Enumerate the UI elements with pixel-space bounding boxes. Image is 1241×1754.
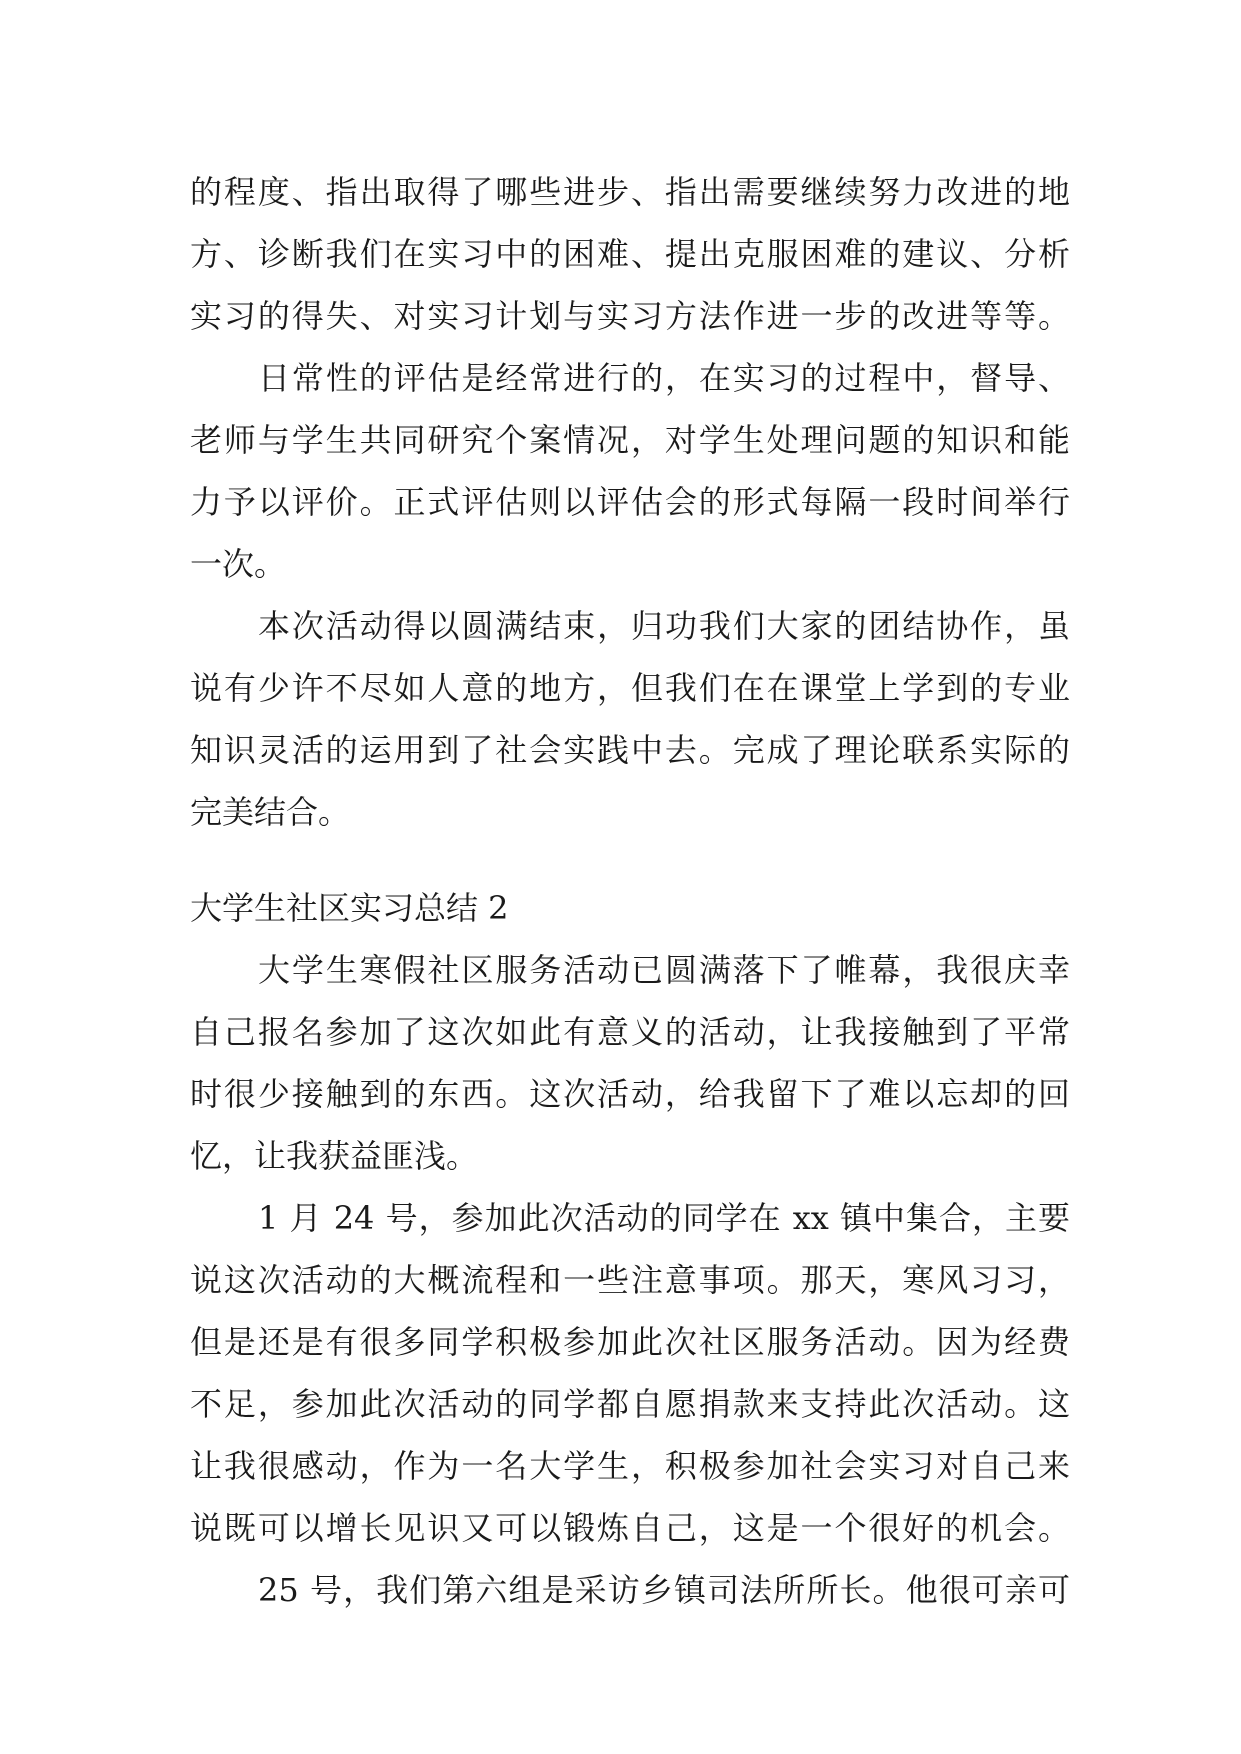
text-line: 说既可以增长见识又可以锻炼自己，这是一个很好的机会。	[190, 1509, 1070, 1548]
section-heading: 大学生社区实习总结 2	[190, 889, 509, 928]
paragraph-first-line: 本次活动得以圆满结束，归功我们大家的团结协作，虽	[258, 607, 1070, 645]
text-line: 时很少接触到的东西。这次活动，给我留下了难以忘却的回	[190, 1075, 1070, 1114]
text-line: 但是还是有很多同学积极参加此次社区服务活动。因为经费	[190, 1323, 1070, 1362]
text-line: 自己报名参加了这次如此有意义的活动，让我接触到了平常	[190, 1013, 1070, 1052]
text-line: 让我很感动，作为一名大学生，积极参加社会实习对自己来	[190, 1447, 1070, 1486]
text-line: 不足，参加此次活动的同学都自愿捐款来支持此次活动。这	[190, 1385, 1070, 1424]
text-line: 老师与学生共同研究个案情况，对学生处理问题的知识和能	[190, 421, 1070, 459]
paragraph-first-line: 1 月 24 号，参加此次活动的同学在 xx 镇中集合，主要	[258, 1199, 1070, 1238]
paragraph-first-line: 25 号，我们第六组是采访乡镇司法所所长。他很可亲可	[258, 1571, 1070, 1610]
text-line: 忆，让我获益匪浅。	[190, 1137, 479, 1176]
text-line: 的程度、指出取得了哪些进步、指出需要继续努力改进的地	[190, 173, 1070, 211]
text-line: 一次。	[190, 545, 287, 583]
text-line: 实习的得失、对实习计划与实习方法作进一步的改进等等。	[190, 297, 1070, 335]
text-line: 说这次活动的大概流程和一些注意事项。那天，寒风习习，	[190, 1261, 1070, 1300]
text-line: 方、诊断我们在实习中的困难、提出克服困难的建议、分析	[190, 235, 1070, 273]
text-line: 力予以评价。正式评估则以评估会的形式每隔一段时间举行	[190, 483, 1070, 521]
text-line: 说有少许不尽如人意的地方，但我们在在课堂上学到的专业	[190, 669, 1070, 707]
text-line: 完美结合。	[190, 793, 351, 831]
text-line: 知识灵活的运用到了社会实践中去。完成了理论联系实际的	[190, 731, 1070, 769]
paragraph-first-line: 日常性的评估是经常进行的，在实习的过程中，督导、	[258, 359, 1070, 397]
paragraph-first-line: 大学生寒假社区服务活动已圆满落下了帷幕，我很庆幸	[258, 951, 1070, 990]
